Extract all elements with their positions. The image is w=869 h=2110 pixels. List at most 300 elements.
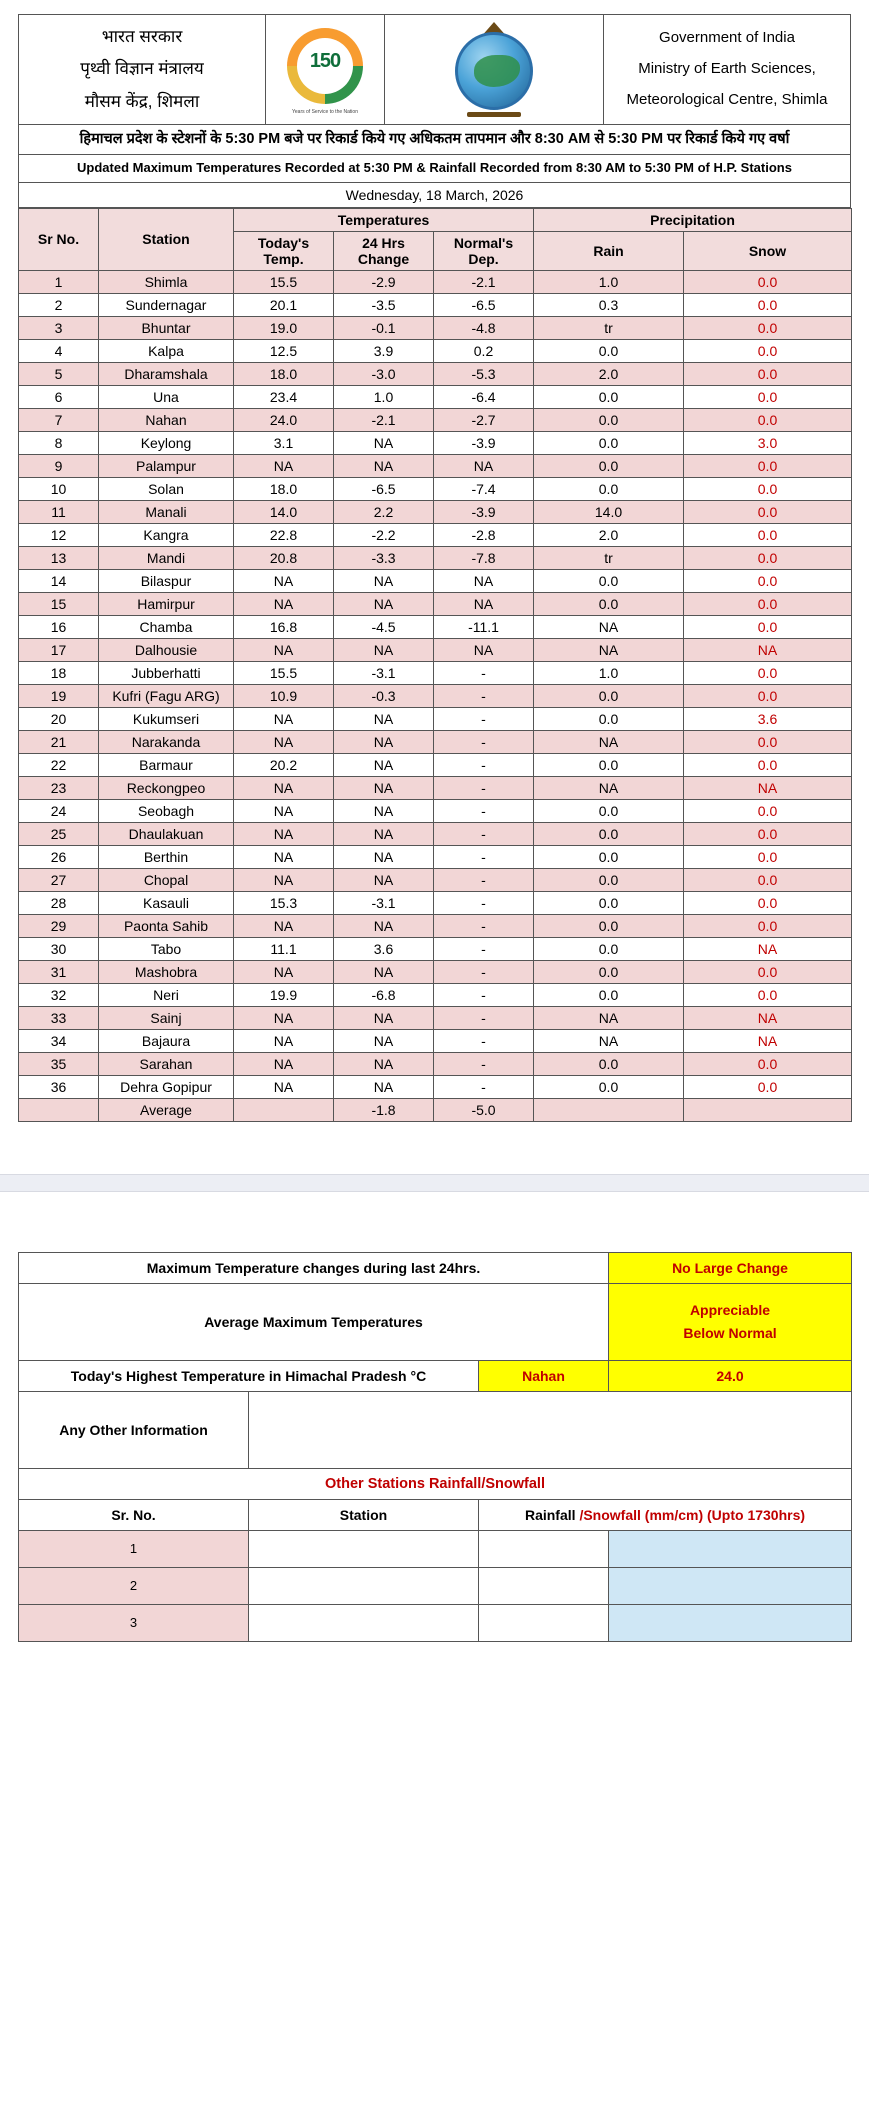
cell-sr: 31 xyxy=(19,960,99,983)
summary-label-max-temp-change: Maximum Temperature changes during last 24hrs. xyxy=(19,1252,609,1283)
page-gap-top xyxy=(0,1122,869,1174)
cell-normal-dep: - xyxy=(434,983,534,1006)
cell-normal-dep: - xyxy=(434,1052,534,1075)
cell-rain: 0.0 xyxy=(534,937,684,960)
cell-rain: NA xyxy=(534,1029,684,1052)
cell-rain: 0.0 xyxy=(534,707,684,730)
cell-sr: 24 xyxy=(19,799,99,822)
other-cell-snowfall[interactable] xyxy=(609,1530,852,1567)
col-header-today-temp: Today's Temp. xyxy=(234,231,334,270)
cell-normal-dep: - xyxy=(434,914,534,937)
cell-station: Mashobra xyxy=(99,960,234,983)
cell-station: Kangra xyxy=(99,523,234,546)
table-row xyxy=(19,454,852,477)
cell-station: Sundernagar xyxy=(99,293,234,316)
cell-normal-dep: - xyxy=(434,891,534,914)
cell-change: 2.2 xyxy=(334,500,434,523)
cell-rain: 0.0 xyxy=(534,385,684,408)
cell-snow: 0.0 xyxy=(684,914,852,937)
table-row xyxy=(19,592,852,615)
cell-snow: 0.0 xyxy=(684,983,852,1006)
cell-sr: 28 xyxy=(19,891,99,914)
cell-today-temp: 22.8 xyxy=(234,523,334,546)
summary-value-average-max-temp: Appreciable Below Normal xyxy=(609,1283,852,1360)
cell-sr: 12 xyxy=(19,523,99,546)
cell-today-temp: NA xyxy=(234,776,334,799)
cell-snow: 0.0 xyxy=(684,799,852,822)
cell-today-temp: NA xyxy=(234,730,334,753)
col-header-rain: Rain xyxy=(534,231,684,270)
cell-snow: 0.0 xyxy=(684,891,852,914)
cell-today-temp: 23.4 xyxy=(234,385,334,408)
other-station-row xyxy=(19,1604,852,1641)
table-row xyxy=(19,914,852,937)
other-stations-title: Other Stations Rainfall/Snowfall xyxy=(19,1468,852,1499)
cell-station: Tabo xyxy=(99,937,234,960)
cell-today-temp: NA xyxy=(234,569,334,592)
cell-change: -4.5 xyxy=(334,615,434,638)
cell-station: Kalpa xyxy=(99,339,234,362)
cell-sr: 19 xyxy=(19,684,99,707)
cell-station: Mandi xyxy=(99,546,234,569)
cell-station: Kasauli xyxy=(99,891,234,914)
cell-snow: 0.0 xyxy=(684,730,852,753)
cell-snow: 0.0 xyxy=(684,270,852,293)
cell-rain: 0.0 xyxy=(534,684,684,707)
cell-sr: 15 xyxy=(19,592,99,615)
cell-sr: 35 xyxy=(19,1052,99,1075)
cell-rain: 1.0 xyxy=(534,270,684,293)
cell-change: NA xyxy=(334,914,434,937)
cell-change: -6.5 xyxy=(334,477,434,500)
cell-normal-dep: - xyxy=(434,1006,534,1029)
cell-today-temp: 19.9 xyxy=(234,983,334,1006)
cell-sr: 3 xyxy=(19,316,99,339)
cell-today-temp: 20.2 xyxy=(234,753,334,776)
header-hindi-line-2: पृथ्वी विज्ञान मंत्रालय xyxy=(80,59,204,79)
logo-150-text: 150 xyxy=(309,49,341,72)
cell-station: Dharamshala xyxy=(99,362,234,385)
summary-sheet xyxy=(0,1252,869,1642)
cell-today-temp: NA xyxy=(234,592,334,615)
table-group-header-row xyxy=(19,208,852,231)
cell-snow: 0.0 xyxy=(684,454,852,477)
cell-snow: NA xyxy=(684,1006,852,1029)
cell-today-temp: NA xyxy=(234,1075,334,1098)
cell-average-snow xyxy=(684,1098,852,1121)
cell-snow: 0.0 xyxy=(684,523,852,546)
cell-change: NA xyxy=(334,1006,434,1029)
cell-today-temp: 24.0 xyxy=(234,408,334,431)
cell-sr: 11 xyxy=(19,500,99,523)
cell-change: -6.8 xyxy=(334,983,434,1006)
cell-rain: 0.0 xyxy=(534,339,684,362)
cell-normal-dep: - xyxy=(434,845,534,868)
cell-change: -3.5 xyxy=(334,293,434,316)
table-row xyxy=(19,1006,852,1029)
table-row xyxy=(19,477,852,500)
header-english-line-1: Government of India xyxy=(659,29,795,47)
other-cell-rainfall[interactable] xyxy=(479,1567,609,1604)
report-header xyxy=(18,14,851,125)
cell-change: -3.3 xyxy=(334,546,434,569)
other-cell-station[interactable] xyxy=(249,1530,479,1567)
cell-station: Una xyxy=(99,385,234,408)
summary-label-average-max-temp: Average Maximum Temperatures xyxy=(19,1283,609,1360)
report-date: Wednesday, 18 March, 2026 xyxy=(18,183,851,208)
cell-today-temp: NA xyxy=(234,799,334,822)
cell-station: Solan xyxy=(99,477,234,500)
cell-rain: 1.0 xyxy=(534,661,684,684)
cell-rain: 0.0 xyxy=(534,1075,684,1098)
cell-station: Sainj xyxy=(99,1006,234,1029)
cell-sr: 1 xyxy=(19,270,99,293)
cell-change: -2.1 xyxy=(334,408,434,431)
cell-station: Nahan xyxy=(99,408,234,431)
table-row xyxy=(19,845,852,868)
header-english-block xyxy=(604,15,851,125)
cell-today-temp: NA xyxy=(234,1029,334,1052)
cell-sr: 22 xyxy=(19,753,99,776)
summary-table xyxy=(18,1252,852,1642)
other-col-header-sr: Sr. No. xyxy=(19,1499,249,1530)
cell-change: -3.1 xyxy=(334,661,434,684)
cell-snow: 0.0 xyxy=(684,684,852,707)
cell-normal-dep: - xyxy=(434,868,534,891)
cell-average-blank-sr xyxy=(19,1098,99,1121)
cell-sr: 8 xyxy=(19,431,99,454)
cell-sr: 34 xyxy=(19,1029,99,1052)
cell-change: NA xyxy=(334,799,434,822)
col-header-sr: Sr No. xyxy=(19,208,99,270)
cell-rain: NA xyxy=(534,776,684,799)
cell-normal-dep: - xyxy=(434,799,534,822)
cell-change: -3.1 xyxy=(334,891,434,914)
table-average-row xyxy=(19,1098,852,1121)
cell-station: Reckongpeo xyxy=(99,776,234,799)
cell-today-temp: 12.5 xyxy=(234,339,334,362)
cell-snow: NA xyxy=(684,1029,852,1052)
cell-sr: 33 xyxy=(19,1006,99,1029)
cell-today-temp: NA xyxy=(234,1052,334,1075)
cell-normal-dep: -2.1 xyxy=(434,270,534,293)
table-row xyxy=(19,937,852,960)
cell-sr: 21 xyxy=(19,730,99,753)
cell-normal-dep: -2.8 xyxy=(434,523,534,546)
other-stations-title-row xyxy=(19,1468,852,1499)
cell-snow: 0.0 xyxy=(684,845,852,868)
table-row xyxy=(19,1075,852,1098)
cell-snow: NA xyxy=(684,937,852,960)
cell-sr: 32 xyxy=(19,983,99,1006)
cell-sr: 18 xyxy=(19,661,99,684)
cell-normal-dep: - xyxy=(434,1029,534,1052)
cell-normal-dep: - xyxy=(434,661,534,684)
cell-today-temp: 14.0 xyxy=(234,500,334,523)
cell-rain: 2.0 xyxy=(534,362,684,385)
cell-today-temp: NA xyxy=(234,868,334,891)
cell-snow: 0.0 xyxy=(684,569,852,592)
cell-today-temp: NA xyxy=(234,822,334,845)
summary-label-any-other-information: Any Other Information xyxy=(19,1391,249,1468)
cell-snow: 0.0 xyxy=(684,615,852,638)
table-row xyxy=(19,776,852,799)
cell-normal-dep: - xyxy=(434,776,534,799)
table-row xyxy=(19,431,852,454)
cell-station: Seobagh xyxy=(99,799,234,822)
cell-normal-dep: -3.9 xyxy=(434,500,534,523)
other-stations-body xyxy=(19,1530,852,1641)
summary-row-average xyxy=(19,1283,852,1360)
cell-change: NA xyxy=(334,730,434,753)
cell-change: -0.1 xyxy=(334,316,434,339)
header-hindi-line-1: भारत सरकार xyxy=(101,27,183,46)
cell-station: Dhaulakuan xyxy=(99,822,234,845)
header-hindi-line-3: मौसम केंद्र, शिमला xyxy=(84,91,200,111)
other-cell-sr: 3 xyxy=(19,1604,249,1641)
table-row xyxy=(19,983,852,1006)
cell-station: Hamirpur xyxy=(99,592,234,615)
cell-station: Bilaspur xyxy=(99,569,234,592)
cell-station: Chopal xyxy=(99,868,234,891)
table-row xyxy=(19,408,852,431)
cell-today-temp: 15.3 xyxy=(234,891,334,914)
table-row xyxy=(19,293,852,316)
other-cell-rainfall[interactable] xyxy=(479,1530,609,1567)
header-english-line-3: Meteorological Centre, Shimla xyxy=(626,90,828,108)
cell-station: Barmaur xyxy=(99,753,234,776)
cell-normal-dep: - xyxy=(434,730,534,753)
title-hindi: हिमाचल प्रदेश के स्टेशनों के 5:30 PM बजे पर रिकार्ड किये गए अधिकतम तापमान और 8:30 AM से 5:30 PM पर रिकार्ड किये गए वर्षा xyxy=(18,125,851,155)
cell-today-temp: NA xyxy=(234,638,334,661)
table-row xyxy=(19,661,852,684)
cell-rain: 0.0 xyxy=(534,454,684,477)
table-row xyxy=(19,799,852,822)
cell-normal-dep: -6.4 xyxy=(434,385,534,408)
table-row xyxy=(19,362,852,385)
cell-snow: NA xyxy=(684,776,852,799)
table-row xyxy=(19,960,852,983)
cell-normal-dep: - xyxy=(434,937,534,960)
cell-station: Keylong xyxy=(99,431,234,454)
cell-sr: 5 xyxy=(19,362,99,385)
cell-change: NA xyxy=(334,776,434,799)
cell-change: -2.9 xyxy=(334,270,434,293)
cell-rain: NA xyxy=(534,1006,684,1029)
cell-snow: 0.0 xyxy=(684,960,852,983)
cell-sr: 7 xyxy=(19,408,99,431)
cell-rain: 0.0 xyxy=(534,592,684,615)
page-separator-band xyxy=(0,1174,869,1192)
cell-average-dep: -5.0 xyxy=(434,1098,534,1121)
cell-station: Kufri (Fagu ARG) xyxy=(99,684,234,707)
cell-rain: tr xyxy=(534,316,684,339)
summary-value-highest-temp: 24.0 xyxy=(609,1360,852,1391)
cell-station: Narakanda xyxy=(99,730,234,753)
other-cell-station[interactable] xyxy=(249,1604,479,1641)
cell-normal-dep: - xyxy=(434,707,534,730)
table-row xyxy=(19,1029,852,1052)
table-row xyxy=(19,316,852,339)
cell-normal-dep: -5.3 xyxy=(434,362,534,385)
cell-normal-dep: -11.1 xyxy=(434,615,534,638)
cell-sr: 4 xyxy=(19,339,99,362)
other-cell-rainfall[interactable] xyxy=(479,1604,609,1641)
col-header-station: Station xyxy=(99,208,234,270)
cell-station: Neri xyxy=(99,983,234,1006)
cell-rain: NA xyxy=(534,730,684,753)
table-row xyxy=(19,822,852,845)
cell-average-rain xyxy=(534,1098,684,1121)
cell-normal-dep: NA xyxy=(434,454,534,477)
cell-rain: 0.0 xyxy=(534,431,684,454)
cell-sr: 13 xyxy=(19,546,99,569)
cell-sr: 10 xyxy=(19,477,99,500)
cell-normal-dep: - xyxy=(434,684,534,707)
summary-value-any-other-information[interactable] xyxy=(249,1391,852,1468)
cell-snow: 0.0 xyxy=(684,316,852,339)
col-group-precipitation: Precipitation xyxy=(534,208,852,231)
cell-change: NA xyxy=(334,569,434,592)
table-row xyxy=(19,1052,852,1075)
cell-today-temp: NA xyxy=(234,454,334,477)
cell-snow: 0.0 xyxy=(684,477,852,500)
cell-snow: 0.0 xyxy=(684,1075,852,1098)
cell-snow: 0.0 xyxy=(684,500,852,523)
table-row xyxy=(19,684,852,707)
table-body xyxy=(19,270,852,1121)
cell-sr: 27 xyxy=(19,868,99,891)
cell-today-temp: 16.8 xyxy=(234,615,334,638)
cell-normal-dep: NA xyxy=(434,638,534,661)
cell-today-temp: 20.8 xyxy=(234,546,334,569)
table-row xyxy=(19,523,852,546)
col-group-temperatures: Temperatures xyxy=(234,208,534,231)
cell-snow: 0.0 xyxy=(684,362,852,385)
cell-normal-dep: - xyxy=(434,822,534,845)
other-cell-snowfall[interactable] xyxy=(609,1604,852,1641)
cell-today-temp: NA xyxy=(234,960,334,983)
cell-normal-dep: -7.4 xyxy=(434,477,534,500)
cell-rain: 0.0 xyxy=(534,914,684,937)
cell-rain: 0.0 xyxy=(534,891,684,914)
title-english: Updated Maximum Temperatures Recorded at 5:30 PM & Rainfall Recorded from 8:30 AM to 5:30 PM of H.P. Stations xyxy=(18,155,851,183)
cell-change: NA xyxy=(334,753,434,776)
cell-snow: 0.0 xyxy=(684,385,852,408)
cell-today-temp: 3.1 xyxy=(234,431,334,454)
cell-station: Bhuntar xyxy=(99,316,234,339)
cell-snow: 0.0 xyxy=(684,1052,852,1075)
other-station-row xyxy=(19,1530,852,1567)
cell-today-temp: 19.0 xyxy=(234,316,334,339)
table-row xyxy=(19,615,852,638)
cell-change: NA xyxy=(334,1029,434,1052)
cell-snow: 0.0 xyxy=(684,592,852,615)
cell-sr: 36 xyxy=(19,1075,99,1098)
cell-today-temp: 15.5 xyxy=(234,270,334,293)
table-row xyxy=(19,339,852,362)
cell-today-temp: 11.1 xyxy=(234,937,334,960)
cell-station: Bajaura xyxy=(99,1029,234,1052)
table-row xyxy=(19,500,852,523)
cell-rain: 0.0 xyxy=(534,960,684,983)
cell-change: NA xyxy=(334,454,434,477)
cell-today-temp: NA xyxy=(234,914,334,937)
cell-sr: 30 xyxy=(19,937,99,960)
cell-change: -3.0 xyxy=(334,362,434,385)
cell-sr: 26 xyxy=(19,845,99,868)
other-cell-sr: 2 xyxy=(19,1567,249,1604)
summary-value-highest-station: Nahan xyxy=(479,1360,609,1391)
cell-today-temp: 18.0 xyxy=(234,362,334,385)
other-cell-snowfall[interactable] xyxy=(609,1567,852,1604)
other-cell-station[interactable] xyxy=(249,1567,479,1604)
cell-today-temp: 15.5 xyxy=(234,661,334,684)
table-row xyxy=(19,753,852,776)
cell-rain: tr xyxy=(534,546,684,569)
header-hindi-block xyxy=(19,15,266,125)
cell-normal-dep: - xyxy=(434,960,534,983)
cell-rain: 0.0 xyxy=(534,822,684,845)
cell-sr: 6 xyxy=(19,385,99,408)
cell-today-temp: NA xyxy=(234,845,334,868)
cell-normal-dep: -4.8 xyxy=(434,316,534,339)
cell-change: 3.6 xyxy=(334,937,434,960)
summary-row-other-info xyxy=(19,1391,852,1468)
summary-value-max-temp-change: No Large Change xyxy=(609,1252,852,1283)
table-row xyxy=(19,730,852,753)
cell-sr: 2 xyxy=(19,293,99,316)
cell-sr: 17 xyxy=(19,638,99,661)
cell-change: 3.9 xyxy=(334,339,434,362)
cell-change: NA xyxy=(334,1052,434,1075)
cell-sr: 23 xyxy=(19,776,99,799)
cell-average-change: -1.8 xyxy=(334,1098,434,1121)
cell-sr: 29 xyxy=(19,914,99,937)
cell-station: Berthin xyxy=(99,845,234,868)
cell-station: Dehra Gopipur xyxy=(99,1075,234,1098)
cell-snow: 0.0 xyxy=(684,753,852,776)
anniversary-150-logo xyxy=(266,15,385,125)
table-row xyxy=(19,569,852,592)
cell-snow: 0.0 xyxy=(684,868,852,891)
cell-station: Dalhousie xyxy=(99,638,234,661)
cell-rain: 0.0 xyxy=(534,408,684,431)
cell-rain: 0.0 xyxy=(534,569,684,592)
cell-normal-dep: NA xyxy=(434,592,534,615)
cell-snow: 0.0 xyxy=(684,339,852,362)
cell-change: NA xyxy=(334,707,434,730)
cell-snow: 3.0 xyxy=(684,431,852,454)
cell-snow: 0.0 xyxy=(684,408,852,431)
cell-station: Shimla xyxy=(99,270,234,293)
cell-change: NA xyxy=(334,1075,434,1098)
cell-station: Chamba xyxy=(99,615,234,638)
cell-sr: 16 xyxy=(19,615,99,638)
cell-normal-dep: - xyxy=(434,753,534,776)
other-cell-sr: 1 xyxy=(19,1530,249,1567)
cell-snow: 0.0 xyxy=(684,661,852,684)
cell-normal-dep: -2.7 xyxy=(434,408,534,431)
imd-emblem-icon xyxy=(385,15,604,125)
table-row xyxy=(19,891,852,914)
col-header-snow: Snow xyxy=(684,231,852,270)
cell-today-temp: NA xyxy=(234,1006,334,1029)
cell-station: Paonta Sahib xyxy=(99,914,234,937)
table-row xyxy=(19,707,852,730)
cell-rain: 0.0 xyxy=(534,845,684,868)
cell-average-label: Average xyxy=(99,1098,234,1121)
